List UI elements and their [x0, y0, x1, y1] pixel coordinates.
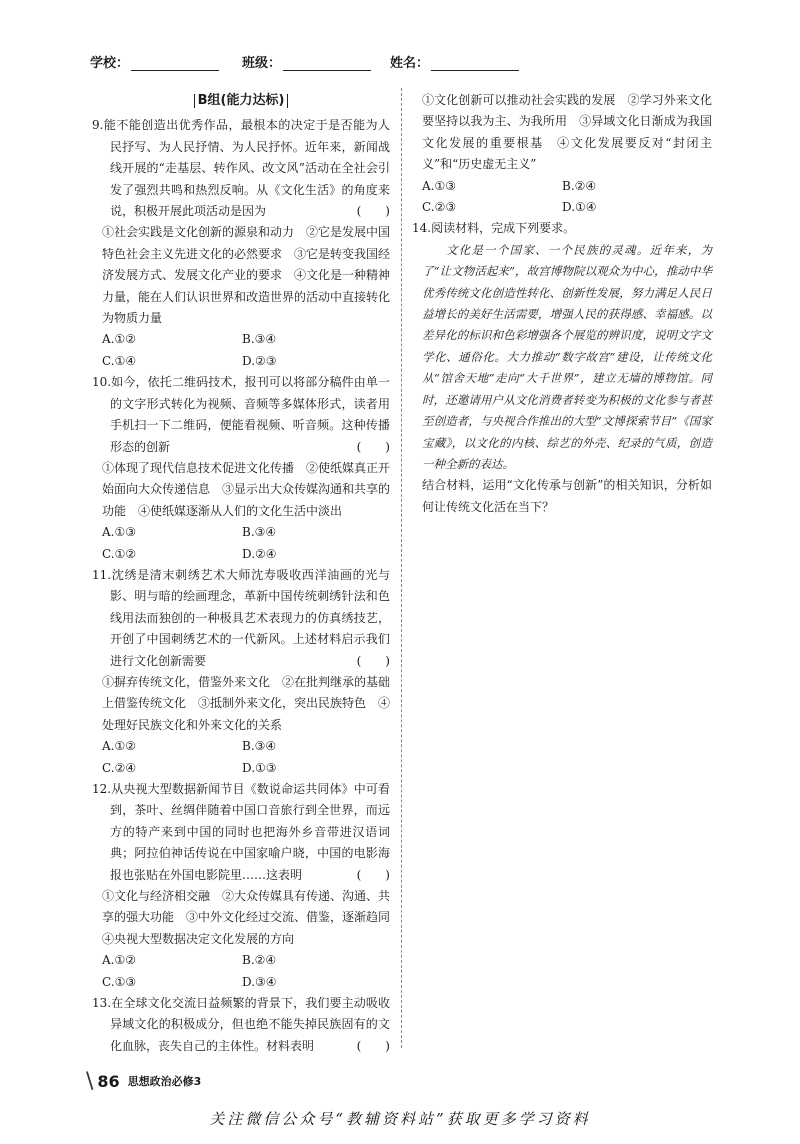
- option-a[interactable]: A.①②: [102, 953, 136, 968]
- option-a[interactable]: A.①③: [422, 178, 456, 193]
- question-statements: ①摒弃传统文化，借鉴外来文化 ②在批判继承的基础上借鉴传统文化 ③抵制外来文化，突出民族特色 ④处理好民族文化和外来文化的关系: [102, 674, 391, 732]
- school-blank[interactable]: [131, 54, 219, 71]
- answer-paren[interactable]: ( ): [356, 867, 390, 882]
- answer-options: [92, 736, 390, 779]
- question-13-continued: [412, 90, 712, 218]
- option-d[interactable]: D.②③: [242, 353, 277, 368]
- question-statements: ①社会实践是文化创新的源泉和动力 ②它是发展中国特色社会主义先进文化的必然要求 ③它是转变我国经济发展方式、发展文化产业的要求 ④文化是一种精神力量，能在人们认识世界和改造世界的活动中直接转化为物质力量: [102, 225, 391, 326]
- answer-paren[interactable]: ( ): [356, 439, 390, 454]
- option-a[interactable]: A.①②: [102, 739, 136, 754]
- school-label: 学校：: [90, 56, 130, 71]
- option-c[interactable]: C.①④: [102, 353, 137, 368]
- option-b[interactable]: B.③④: [242, 332, 277, 347]
- group-title: B组(能力达标): [92, 90, 390, 111]
- question-9: [92, 115, 390, 372]
- name-label: 姓名：: [390, 56, 430, 71]
- question-text: 12.从央视大型数据新闻节目《数说命运共同体》中可看到，茶叶、丝绸伴随着中国口音旅行到全世界，而远方的特产来到中国的同时也把海外乡音带进汉语词典；阿拉伯神话传说在中国家喻户晓，中国的电影海报也张贴在外国电影院里……这表明 ( ): [92, 779, 390, 886]
- question-13: [92, 993, 390, 1057]
- watermark-text: 关注微信公众号“教辅资料站”获取更多学习资料: [209, 1110, 591, 1128]
- left-column: [92, 90, 403, 1057]
- page-number: 86: [97, 1071, 120, 1091]
- school-field[interactable]: [90, 52, 219, 71]
- question-12: [92, 779, 403, 993]
- answer-options: [92, 329, 390, 372]
- answer-paren[interactable]: ( ): [356, 204, 390, 219]
- class-field[interactable]: [242, 52, 371, 71]
- question-statements: ①文化创新可以推动社会实践的发展 ②学习外来文化要坚持以我为主、为我所用 ③异域文化日渐成为我国文化发展的重要根基 ④文化发展要反对“封闭主义”和“历史虚无主义”: [422, 93, 712, 172]
- question-requirement: 结合材料，运用“文化传承与创新”的相关知识，分析如何让传统文化活在当下？: [422, 478, 712, 514]
- question-text: 11.沈绣是清末刺绣艺术大师沈寿吸收西洋油画的光与影、明与暗的绘画理念，革新中国传统刺绣针法和色线用法而独创的一种极具艺术表现力的仿真绣技艺，开创了中国刺绣艺术的一代新风。上述材料启示我们进行文化创新需要 ( ): [92, 565, 390, 672]
- book-title: 思想政治必修3: [127, 1075, 202, 1088]
- page-footer: [86, 1068, 201, 1094]
- answer-options: [92, 522, 390, 565]
- option-c[interactable]: C.②③: [422, 200, 457, 215]
- name-field[interactable]: [390, 52, 519, 71]
- class-blank[interactable]: [283, 54, 371, 71]
- question-14: [412, 218, 712, 518]
- footer-slash-mark: \: [86, 1068, 94, 1094]
- student-info-header: [90, 52, 730, 74]
- option-c[interactable]: C.①②: [102, 546, 137, 561]
- option-b[interactable]: B.②④: [242, 953, 277, 968]
- option-b[interactable]: B.②④: [562, 178, 597, 193]
- answer-options: [412, 176, 712, 219]
- option-b[interactable]: B.③④: [242, 739, 277, 754]
- option-a[interactable]: A.①②: [102, 332, 136, 347]
- option-d[interactable]: D.①④: [562, 200, 597, 215]
- question-statements: ①体现了现代信息技术促进文化传播 ②使纸媒真正开始面向大众传递信息 ③显示出大众传媒沟通和共享的功能 ④使纸媒逐渐从人们的文化生活中淡出: [102, 460, 391, 518]
- answer-paren[interactable]: ( ): [356, 1038, 390, 1053]
- answer-options: [92, 950, 390, 993]
- question-statements: ①文化与经济相交融 ②大众传媒具有传递、沟通、共享的强大功能 ③中外文化经过交流、借鉴，逐渐趋同 ④央视大型数据决定文化发展的方向: [102, 889, 403, 946]
- option-d[interactable]: D.②④: [242, 546, 277, 561]
- question-text: 10.如今，依托二维码技术，报刊可以将部分稿件由单一的文字形式转化为视频、音频等多媒体形式，读者用手机扫一下二维码，便能看视频、听音频。这种传播形态的创新 ( ): [92, 372, 390, 458]
- name-blank[interactable]: [431, 54, 519, 71]
- question-text: 14.阅读材料，完成下列要求。: [412, 221, 576, 236]
- question-text: 9.能不能创造出优秀作品，最根本的决定于是否能为人民抒写、为人民抒情、为人民抒怀。近年来，新闻战线开展的“走基层、转作风、改文风”活动在全社会引发了强烈共鸣和热烈反响。从《文化生活》的角度来说，积极开展此项活动是因为 ( ): [92, 115, 390, 222]
- option-d[interactable]: D.③④: [242, 974, 277, 989]
- right-column: [412, 90, 712, 518]
- option-b[interactable]: B.③④: [242, 525, 277, 540]
- option-c[interactable]: C.①③: [102, 974, 137, 989]
- question-text: 13.在全球文化交流日益频繁的背景下，我们要主动吸收异域文化的积极成分，但也绝不能失掉民族固有的文化血脉，丧失自己的主体性。材料表明 ( ): [92, 993, 390, 1057]
- question-11: [92, 565, 390, 779]
- option-c[interactable]: C.②④: [102, 760, 137, 775]
- class-label: 班级：: [242, 56, 282, 71]
- reading-material: 文化是一个国家、一个民族的灵魂。近年来，为了“让文物活起来”，故宫博物院以观众为中心，推动中华优秀传统文化创造性转化、创新性发展，努力满足人民日益增长的美好生活需要，增强人民的获得感、幸福感。以差异化的标识和色彩增强各个展览的辨识度，说明文字文学化、通俗化。大力推动“数字故宫”建设，让传统文化从“馆舍天地”走向“大千世界”，建立无墙的博物馆。同时，还邀请用户从文化消费者转变为积极的文化参与者甚至创造者，与央视合作推出的大型“文博探索节目”《国家宝藏》，以文化的内核、综艺的外壳、纪录的气质，创造一种全新的表达。: [422, 242, 712, 471]
- option-d[interactable]: D.①③: [242, 760, 277, 775]
- column-divider: [401, 88, 402, 1048]
- question-10: [92, 372, 390, 565]
- answer-paren[interactable]: ( ): [356, 653, 390, 668]
- option-a[interactable]: A.①③: [102, 525, 136, 540]
